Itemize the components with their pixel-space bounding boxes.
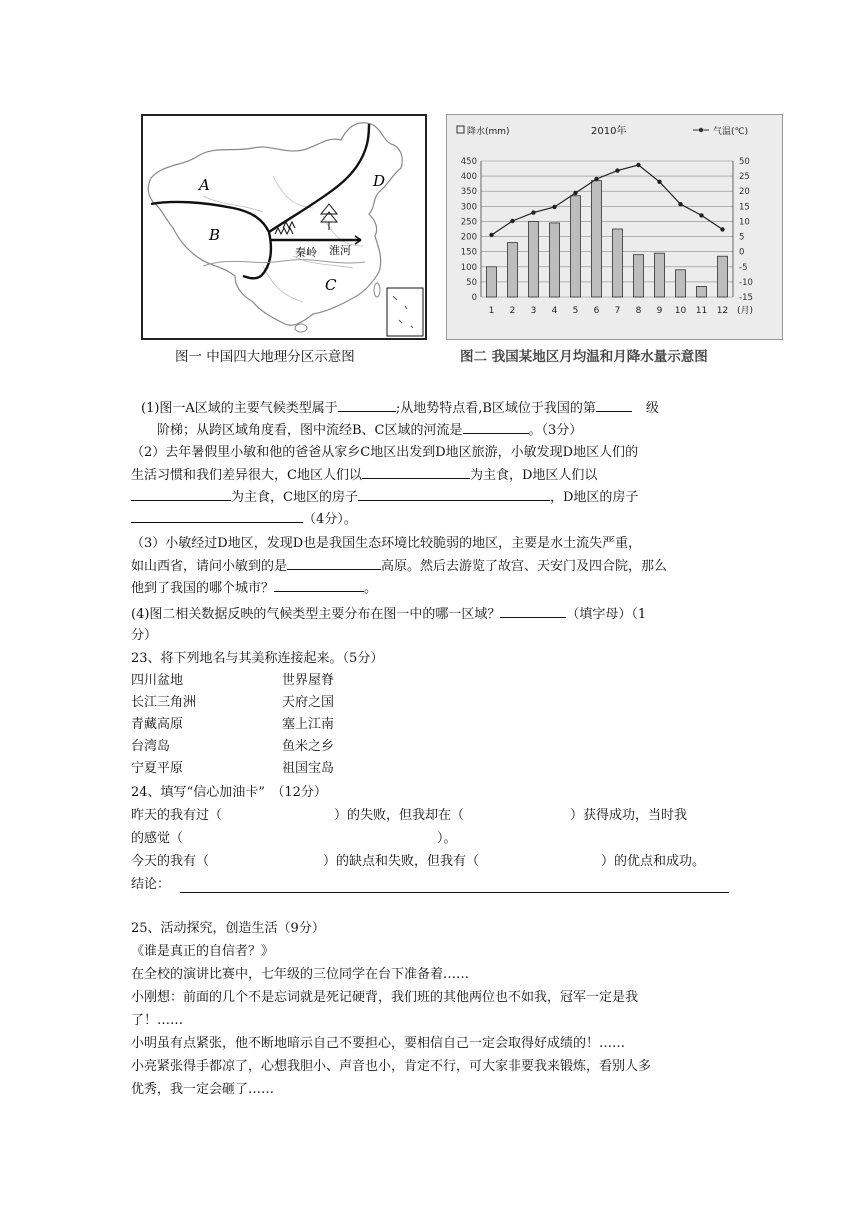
q3-text-1: 如山西省，请问小敏到的是 bbox=[131, 559, 288, 574]
precip-bar bbox=[570, 196, 580, 297]
month-tick-label: 2 bbox=[509, 306, 516, 316]
q23-right-item[interactable]: 塞上江南 bbox=[282, 717, 335, 732]
month-unit-label: (月) bbox=[737, 306, 754, 316]
temperature-point bbox=[552, 205, 556, 209]
precip-bar bbox=[612, 229, 622, 297]
q25-p3: 小明虽有点紧张，他不断地暗示自己不要担心，要相信自己一定会取得好成绩的！…… bbox=[131, 1036, 626, 1051]
left-tick-label: 400 bbox=[460, 172, 477, 183]
left-tick-label: 50 bbox=[466, 277, 477, 288]
right-tick-label: 10 bbox=[739, 217, 750, 228]
left-tick-label: 300 bbox=[460, 202, 477, 213]
region-label-a: A bbox=[199, 176, 210, 194]
month-tick-label: 5 bbox=[572, 306, 579, 316]
figure1-map bbox=[141, 114, 427, 340]
q25-p4b: 优秀，我一定会砸了…… bbox=[131, 1082, 275, 1097]
q4-line1 bbox=[131, 603, 646, 626]
q3-line1: （3）小敏经过D地区，发现D也是我国生态环境比较脆弱的地区，主要是水土流失严重， bbox=[131, 536, 642, 551]
q23-right-item[interactable]: 鱼米之乡 bbox=[282, 739, 335, 754]
q4-text-2: （填字母）（1 bbox=[566, 607, 647, 622]
q1-text-5: 。（3分） bbox=[528, 423, 583, 438]
month-tick-label: 9 bbox=[656, 306, 663, 316]
temperature-point bbox=[594, 177, 598, 181]
month-tick-label: 12 bbox=[716, 306, 729, 316]
q2-line4 bbox=[131, 508, 357, 531]
q24-line3 bbox=[131, 851, 705, 873]
q23-right-item[interactable]: 天府之国 bbox=[282, 695, 335, 710]
q2-blank-2[interactable] bbox=[131, 486, 231, 501]
month-tick-label: 8 bbox=[635, 306, 642, 316]
q1-text-1: (1)图一A区域的主要气候类型属于 bbox=[141, 401, 338, 416]
q24-text-2: ）的失败，但我却在（ bbox=[334, 808, 465, 823]
q4-text-1: (4)图二相关数据反映的气候类型主要分布在图一中的哪一区域？ bbox=[131, 607, 501, 622]
precip-bar bbox=[549, 223, 559, 297]
q4-blank-1[interactable] bbox=[500, 603, 566, 618]
region-label-b: B bbox=[209, 226, 221, 244]
q24-text-7: ）的缺点和失败，但我有（ bbox=[323, 854, 480, 869]
q1-blank-3[interactable] bbox=[463, 419, 529, 434]
q2-blank-1[interactable] bbox=[362, 464, 470, 479]
precip-bar bbox=[486, 267, 496, 297]
q23-right-item[interactable]: 祖国宝岛 bbox=[282, 761, 335, 776]
china-map bbox=[143, 116, 425, 338]
q2-text-1: 生活习惯和我们差异很大，C地区人们以 bbox=[131, 468, 362, 483]
q23-right-list bbox=[282, 670, 334, 780]
precip-bar bbox=[507, 243, 517, 297]
q23-left-list bbox=[131, 670, 196, 780]
river-lines bbox=[203, 260, 365, 266]
q23-left-item[interactable]: 台湾岛 bbox=[131, 739, 171, 754]
precip-bar bbox=[591, 181, 601, 297]
month-tick-label: 1 bbox=[488, 306, 495, 316]
q24-text-8: ）的优点和成功。 bbox=[601, 854, 706, 869]
q3-blank-2[interactable] bbox=[274, 577, 364, 592]
q3-blank-1[interactable] bbox=[287, 555, 381, 570]
temperature-point bbox=[720, 227, 724, 231]
q25-p2a: 小刚想：前面的几个不是忘词就是死记硬背，我们班的其他两位也不如我，冠军一定是我 bbox=[131, 990, 639, 1005]
q3-line3 bbox=[131, 577, 377, 600]
q24-line1 bbox=[131, 805, 687, 827]
region-label-d: D bbox=[373, 172, 386, 190]
right-tick-label: -15 bbox=[739, 293, 753, 303]
mountain-symbol bbox=[275, 222, 295, 234]
temperature-point bbox=[510, 219, 514, 223]
month-tick-label: 7 bbox=[614, 306, 621, 316]
right-tick-label: 50 bbox=[739, 157, 750, 167]
huaihe-label: 淮河 bbox=[329, 244, 351, 257]
q23-title: 23、将下列地名与其美称连接起来。（5分） bbox=[131, 651, 384, 666]
q1-blank-2[interactable] bbox=[596, 397, 632, 412]
precip-bar bbox=[654, 253, 664, 297]
month-tick-label: 4 bbox=[551, 306, 558, 316]
q25-p2b: 了！…… bbox=[131, 1013, 184, 1028]
right-tick-label: 25 bbox=[739, 172, 750, 183]
right-tick-label: 0 bbox=[739, 247, 745, 258]
q3-text-2: 高原。然后去游览了故宫、天安门及四合院，那么 bbox=[381, 559, 668, 574]
precip-bar bbox=[696, 286, 706, 297]
month-tick-label: 10 bbox=[674, 306, 687, 316]
qinling-label: 秦岭 bbox=[295, 246, 317, 259]
right-tick-label: 15 bbox=[739, 202, 750, 213]
left-tick-label: 150 bbox=[460, 247, 477, 258]
south-sea-inset bbox=[387, 288, 423, 336]
right-tick-label: 20 bbox=[739, 187, 750, 198]
left-tick-label: 200 bbox=[460, 232, 477, 243]
precip-legend-label: 降水(mm) bbox=[467, 127, 510, 137]
q4-line2: 分） bbox=[131, 628, 158, 643]
q2-line1: （2）去年暑假里小敏和他的爸爸从家乡C地区出发到D地区旅游，小敏发现D地区人们的 bbox=[131, 445, 639, 460]
q3-line2 bbox=[131, 555, 667, 578]
q1-text-4: 阶梯；从跨区域角度看，图中流经B、C区域的河流是 bbox=[157, 423, 463, 438]
q25-p1: 在全校的演讲比赛中，七年级的三位同学在台下准备着…… bbox=[131, 967, 470, 982]
q2-text-2: 为主食，D地区人们以 bbox=[469, 468, 598, 483]
precip-bar bbox=[633, 255, 643, 297]
q24-conclusion-line[interactable] bbox=[180, 892, 729, 893]
left-tick-label: 250 bbox=[460, 217, 477, 228]
q24-text-6: 今天的我有（ bbox=[131, 854, 210, 869]
q24-title: 24、填写“信心加油卡” （12分） bbox=[131, 785, 327, 800]
temperature-point bbox=[678, 202, 682, 206]
q2-text-5: （4分）。 bbox=[303, 512, 357, 527]
left-tick-label: 0 bbox=[471, 293, 477, 303]
precip-bar bbox=[675, 270, 685, 297]
precip-bar bbox=[528, 221, 538, 297]
q25-p4a: 小亮紧张得手都凉了，心想我胆小、声音也小，肯定不行，可大家非要我来锻炼，看别人多 bbox=[131, 1059, 652, 1074]
q24-text-5: ）。 bbox=[437, 831, 457, 846]
q24-line4: 结论： bbox=[131, 877, 171, 892]
temperature-point bbox=[531, 210, 535, 214]
q24-text-1: 昨天的我有过（ bbox=[131, 808, 223, 823]
climate-chart-svg bbox=[447, 115, 782, 339]
q1-text-3: 级 bbox=[645, 401, 659, 416]
temp-legend-label: 气温(℃) bbox=[713, 127, 749, 137]
q24-line2 bbox=[131, 828, 457, 850]
q1-blank-1[interactable] bbox=[338, 397, 396, 412]
month-tick-label: 3 bbox=[530, 306, 537, 316]
q24-text-3: ）获得成功，当时我 bbox=[570, 808, 688, 823]
left-tick-label: 450 bbox=[460, 157, 477, 167]
left-tick-label: 350 bbox=[460, 187, 477, 198]
right-tick-label: -5 bbox=[739, 262, 748, 273]
temperature-point bbox=[657, 180, 661, 184]
q25-subtitle: 《谁是真正的自信者？》 bbox=[131, 944, 275, 959]
q2-text-3: 为主食，C地区的房子 bbox=[231, 490, 358, 505]
q23-left-item[interactable]: 宁夏平原 bbox=[131, 761, 184, 776]
figure2-chart bbox=[446, 114, 783, 340]
month-tick-label: 6 bbox=[593, 306, 600, 316]
q2-text-4: ，D地区的房子 bbox=[549, 490, 639, 505]
temperature-point bbox=[699, 213, 703, 217]
temperature-point bbox=[636, 163, 640, 167]
left-tick-label: 100 bbox=[460, 262, 477, 273]
precip-legend-swatch bbox=[457, 126, 464, 133]
temperature-point bbox=[615, 168, 619, 172]
region-label-c: C bbox=[325, 276, 337, 294]
figure1-caption: 图一 中国四大地理分区示意图 bbox=[175, 349, 355, 365]
q3-text-4: 。 bbox=[364, 581, 378, 596]
temp-legend-dot bbox=[699, 128, 703, 132]
q23-left-item[interactable]: 四川盆地 bbox=[131, 673, 184, 688]
temperature-point bbox=[489, 233, 493, 237]
q2-blank-3[interactable] bbox=[358, 486, 550, 501]
q1-line1 bbox=[141, 397, 659, 420]
q1-text-2: ;从地势特点看,B区域位于我国的第 bbox=[395, 401, 596, 416]
figure2-caption: 图二 我国某地区月均温和月降水量示意图 bbox=[460, 349, 708, 365]
q23-left-item[interactable]: 长江三角洲 bbox=[131, 695, 197, 710]
q24-text-4: 的感觉（ bbox=[131, 831, 184, 846]
q2-line3 bbox=[131, 486, 638, 509]
q23-left-item[interactable]: 青藏高原 bbox=[131, 717, 184, 732]
right-tick-label: -10 bbox=[739, 277, 753, 288]
precip-bar bbox=[717, 256, 727, 297]
q1-line2 bbox=[157, 419, 582, 442]
q2-line2 bbox=[131, 464, 597, 487]
boundary-ad bbox=[269, 124, 369, 232]
right-tick-label: 5 bbox=[739, 232, 745, 243]
q3-text-3: 他到了我国的哪个城市？ bbox=[131, 581, 275, 596]
temperature-point bbox=[573, 191, 577, 195]
month-tick-label: 11 bbox=[695, 306, 708, 316]
q25-title: 25、活动探究，创造生活（9分） bbox=[131, 921, 325, 936]
q23-right-item[interactable]: 世界屋脊 bbox=[282, 673, 335, 688]
chart-year-label: 2010年 bbox=[591, 126, 627, 137]
temperature-line bbox=[492, 165, 723, 235]
q2-blank-4[interactable] bbox=[131, 508, 303, 523]
